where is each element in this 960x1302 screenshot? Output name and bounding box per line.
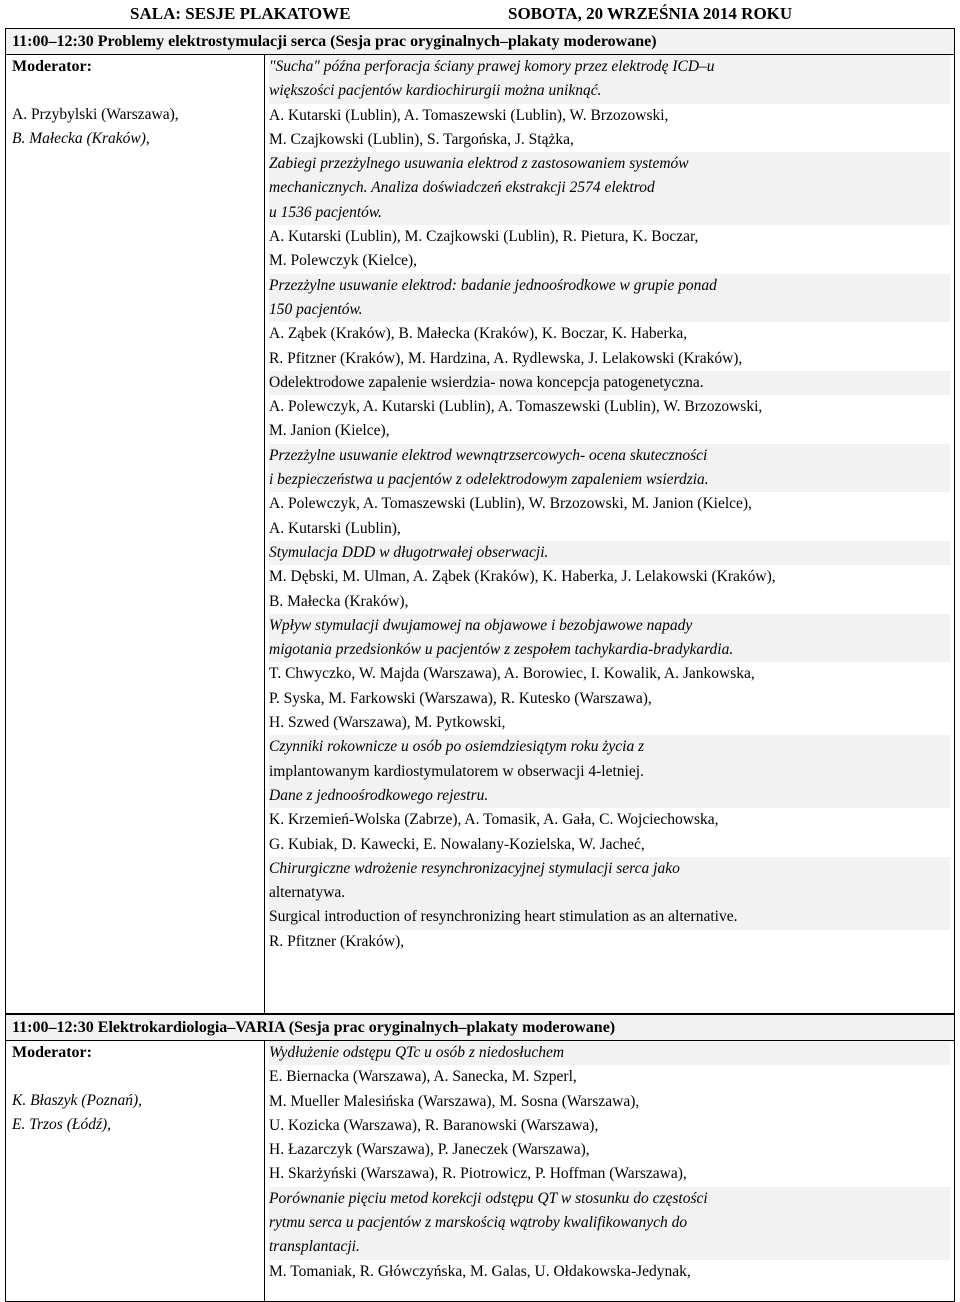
moderators-column: [12, 55, 260, 151]
session-title: 11:00–12:30 Problemy elektrostymulacji serca (Sesja prac oryginalnych–plakaty moderowane): [6, 29, 954, 55]
presentation-title-line: Odelektrodowe zapalenie wsierdzia- nowa koncepcja patogenetyczna.: [269, 371, 950, 395]
moderator-name: [12, 79, 260, 103]
presentation-title-line: transplantacji.: [269, 1235, 950, 1259]
authors-line: M. Janion (Kielce),: [269, 422, 390, 440]
authors-line: M. Mueller Malesińska (Warszawa), M. Sosna (Warszawa),: [269, 1092, 640, 1110]
authors-line: H. Łazarczyk (Warszawa), P. Janeczek (Warszawa),: [269, 1141, 590, 1159]
page-header: [0, 2, 960, 26]
authors-line: G. Kubiak, D. Kawecki, E. Nowalany-Kozielska, W. Jacheć,: [269, 835, 645, 853]
session-body: [6, 55, 954, 1013]
presentation-title-line: Wpływ stymulacji dwujamowej na objawowe i bezobjawowe napady: [269, 614, 950, 638]
presentation-title-line: u 1536 pacjentów.: [269, 201, 950, 225]
moderator-name: B. Małecka (Kraków),: [12, 130, 150, 147]
presentation-title-line: rytmu serca u pacjentów z marskością wątroby kwalifikowanych do: [269, 1211, 950, 1235]
authors-line: M. Dębski, M. Ulman, A. Ząbek (Kraków), K. Haberka, J. Lelakowski (Kraków),: [269, 568, 776, 586]
authors-line: U. Kozicka (Warszawa), R. Baranowski (Warszawa),: [269, 1116, 599, 1134]
authors-line: R. Pfitzner (Kraków), M. Hardzina, A. Rydlewska, J. Lelakowski (Kraków),: [269, 349, 743, 367]
column-divider: [264, 55, 265, 1013]
presentation-title-line: Surgical introduction of resynchronizing heart stimulation as an alternative.: [269, 905, 950, 929]
moderator-label: Moderator:: [12, 58, 92, 75]
authors-line: A. Kutarski (Lublin), M. Czajkowski (Lublin), R. Pietura, K. Boczar,: [269, 228, 699, 246]
authors-line: T. Chwyczko, W. Majda (Warszawa), A. Borowiec, I. Kowalik, A. Jankowska,: [269, 665, 755, 683]
authors-line: A. Kutarski (Lublin),: [269, 519, 401, 537]
moderator-name: K. Błaszyk (Poznań),: [12, 1092, 143, 1109]
presentation-title-line: Stymulacja DDD w długotrwałej obserwacji.: [269, 541, 950, 565]
presentation-title-line: i bezpieczeństwa u pacjentów z odelektrodowym zapaleniem wsierdzia.: [269, 468, 950, 492]
session-title: 11:00–12:30 Elektrokardiologia–VARIA (Sesja prac oryginalnych–plakaty moderowane): [6, 1015, 954, 1041]
moderator-name: E. Trzos (Łódź),: [12, 1116, 112, 1133]
session-block: [5, 28, 955, 1014]
presentation-title-line: alternatywa.: [269, 881, 950, 905]
authors-line: M. Tomaniak, R. Główczyńska, M. Galas, U. Ołdakowska-Jedynak,: [269, 1262, 691, 1280]
presentation-title-line: Wydłużenie odstępu QTc u osób z niedosłuchem: [269, 1041, 950, 1065]
room-label: SALA: SESJE PLAKATOWE: [130, 4, 351, 23]
authors-line: M. Czajkowski (Lublin), S. Targońska, J. Stążka,: [269, 130, 574, 148]
authors-line: P. Syska, M. Farkowski (Warszawa), R. Kutesko (Warszawa),: [269, 689, 652, 707]
date-label: SOBOTA, 20 WRZEŚNIA 2014 ROKU: [508, 4, 793, 23]
presentations-column: [269, 1041, 950, 1284]
authors-line: H. Skarżyński (Warszawa), R. Piotrowicz, P. Hoffman (Warszawa),: [269, 1165, 687, 1183]
column-divider: [264, 1041, 265, 1301]
presentation-title-line: implantowanym kardiostymulatorem w obserwacji 4-letniej.: [269, 760, 950, 784]
presentation-title-line: Przezżylne usuwanie elektrod: badanie jednoośrodkowe w grupie ponad: [269, 274, 950, 298]
authors-line: K. Krzemień-Wolska (Zabrze), A. Tomasik, A. Gała, C. Wojciechowska,: [269, 811, 719, 829]
presentation-title-line: większości pacjentów kardiochirurgii można uniknąć.: [269, 79, 950, 103]
authors-line: M. Polewczyk (Kielce),: [269, 252, 418, 270]
authors-line: B. Małecka (Kraków),: [269, 592, 409, 610]
moderators-column: [12, 1041, 260, 1137]
authors-line: A. Kutarski (Lublin), A. Tomaszewski (Lublin), W. Brzozowski,: [269, 106, 669, 124]
authors-line: A. Polewczyk, A. Kutarski (Lublin), A. Tomaszewski (Lublin), W. Brzozowski,: [269, 398, 763, 416]
session-body: [6, 1041, 954, 1301]
presentation-title-line: Dane z jednoośrodkowego rejestru.: [269, 784, 950, 808]
presentation-title-line: Zabiegi przezżylnego usuwania elektrod z zastosowaniem systemów: [269, 152, 950, 176]
moderator-name: A. Przybylski (Warszawa),: [12, 106, 179, 123]
authors-line: A. Ząbek (Kraków), B. Małecka (Kraków), K. Boczar, K. Haberka,: [269, 325, 688, 343]
presentation-title-line: migotania przedsionków u pacjentów z zespołem tachykardia-bradykardia.: [269, 638, 950, 662]
authors-line: A. Polewczyk, A. Tomaszewski (Lublin), W. Brzozowski, M. Janion (Kielce),: [269, 495, 752, 513]
authors-line: H. Szwed (Warszawa), M. Pytkowski,: [269, 714, 506, 732]
presentation-title-line: "Sucha" późna perforacja ściany prawej komory przez elektrodę ICD–u: [269, 55, 950, 79]
moderator-label: Moderator:: [12, 1044, 92, 1061]
presentation-title-line: Chirurgiczne wdrożenie resynchronizacyjnej stymulacji serca jako: [269, 857, 950, 881]
presentation-title-line: Czynniki rokownicze u osób po osiemdziesiątym roku życia z: [269, 735, 950, 759]
session-block: [5, 1014, 955, 1302]
moderator-name: [12, 1065, 260, 1089]
authors-line: R. Pfitzner (Kraków),: [269, 932, 405, 950]
presentation-title-line: mechanicznych. Analiza doświadczeń ekstrakcji 2574 elektrod: [269, 176, 950, 200]
presentation-title-line: Porównanie pięciu metod korekcji odstępu QT w stosunku do częstości: [269, 1187, 950, 1211]
authors-line: E. Biernacka (Warszawa), A. Sanecka, M. Szperl,: [269, 1068, 577, 1086]
presentations-column: [269, 55, 950, 954]
presentation-title-line: 150 pacjentów.: [269, 298, 950, 322]
presentation-title-line: Przezżylne usuwanie elektrod wewnątrzsercowych- ocena skuteczności: [269, 444, 950, 468]
